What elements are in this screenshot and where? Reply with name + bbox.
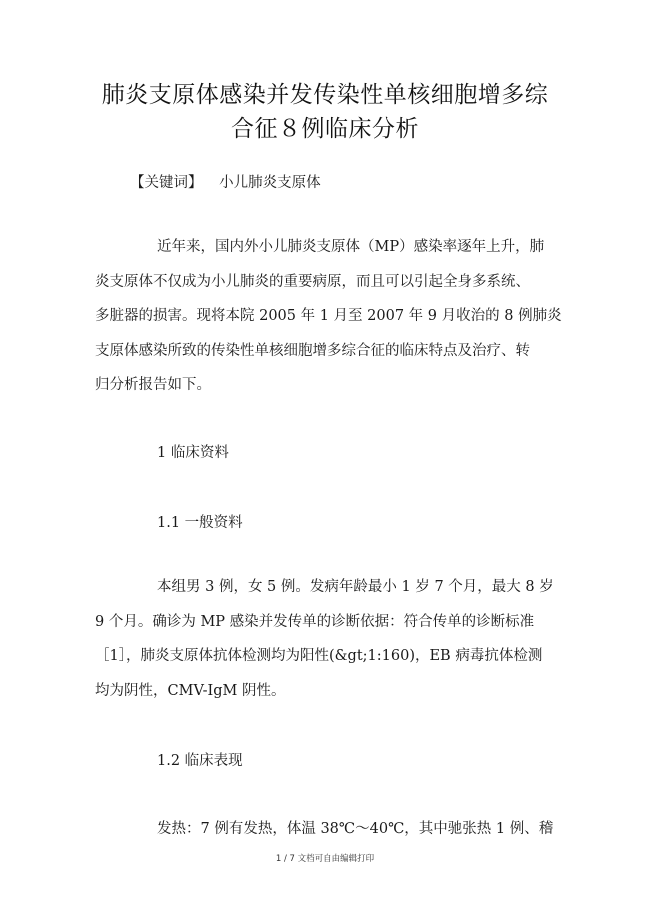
page-footer: 1 / 7 文档可自由编辑打印: [275, 854, 375, 864]
keywords-line: [130, 172, 321, 194]
keywords-value: 小儿肺炎支原体: [219, 175, 321, 191]
paragraph-line: 支原体感染所致的传染性单核细胞增多综合征的临床特点及治疗、转: [95, 342, 530, 359]
paragraph-line: ［1］，肺炎支原体抗体检测均为阳性(&gt;1:160)，EB 病毒抗体检测: [95, 648, 543, 664]
paragraph-line: 炎支原体不仅成为小儿肺炎的重要病原，而且可以引起全身多系统、: [95, 273, 530, 290]
section-heading-1-2: 1.2 临床表现: [157, 753, 243, 769]
document-title: [60, 78, 590, 146]
paragraph-line: 本组男 3 例，女 5 例。发病年龄最小 1 岁 7 个月，最大 8 岁: [157, 579, 554, 595]
keywords-label: 【关键词】: [130, 175, 203, 191]
paragraph-line: 多脏器的损害。现将本院 2005 年 1 月至 2007 年 9 月收治的 8 例肺炎: [95, 308, 562, 324]
general-info-paragraph: [95, 570, 560, 708]
paragraph-line: 均为阴性，CMV-IgM 阴性。: [95, 682, 286, 699]
paragraph-line: 归分析报告如下。: [95, 377, 211, 393]
paragraph-line: 近年来，国内外小儿肺炎支原体（MP）感染率逐年上升，肺: [157, 239, 545, 255]
title-line: 合征８例临床分析: [231, 116, 419, 142]
paragraph-line: 9 个月。确诊为 MP 感染并发传单的诊断依据：符合传单的诊断标准: [95, 613, 535, 630]
intro-paragraph: [95, 230, 560, 403]
paragraph-line: 发热：7 例有发热，体温 38℃～40℃，其中驰张热 1 例、稽: [157, 821, 554, 837]
section-heading-1: 1 临床资料: [157, 445, 229, 461]
title-line: 肺炎支原体感染并发传染性单核细胞增多综: [101, 82, 549, 108]
clinical-paragraph: [95, 812, 560, 847]
section-heading-1-1: 1.1 一般资料: [157, 515, 243, 531]
